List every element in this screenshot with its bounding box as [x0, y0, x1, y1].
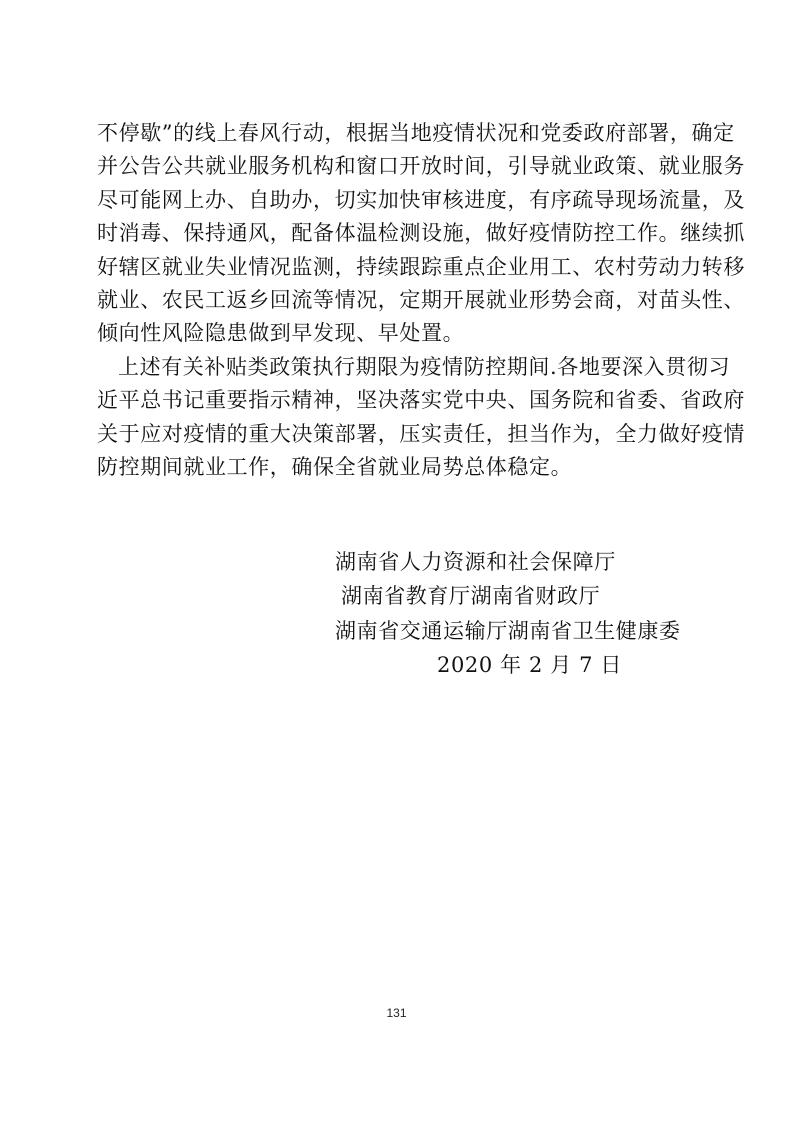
signatory-hr-department: 湖南省人力资源和社会保障厅 [335, 550, 616, 574]
paragraph-line: 不停歇”的线上春风行动，根据当地疫情状况和党委政府部署，确定 [97, 121, 735, 145]
paragraph-line: 并公告公共就业服务机构和窗口开放时间，引导就业政策、就业服务 [97, 154, 745, 178]
page-number: 131 [386, 1006, 407, 1020]
paragraph-line: 上述有关补贴类政策执行期限为疫情防控期间.各地要深入贯彻习 [118, 355, 731, 379]
paragraph-line: 尽可能网上办、自助办，切实加快审核进度，有序疏导现场流量，及 [97, 188, 745, 212]
paragraph-line: 时消毒、保持通风，配备体温检测设施，做好疫情防控工作。继续抓 [97, 221, 745, 245]
paragraph-line: 防控期间就业工作，确保全省就业局势总体稳定。 [97, 455, 573, 479]
paragraph-line: 近平总书记重要指示精神，坚决落实党中央、国务院和省委、省政府 [97, 388, 745, 412]
signature-date: 2020 年 2 月 7 日 [437, 653, 622, 677]
paragraph-line: 好辖区就业失业情况监测，持续跟踪重点企业用工、农村劳动力转移 [97, 255, 745, 279]
paragraph-line: 倾向性风险隐患做到早发现、早处置。 [97, 321, 465, 345]
signatory-transport-health: 湖南省交通运输厅湖南省卫生健康委 [335, 619, 681, 643]
paragraph-line: 关于应对疫情的重大决策部署，压实责任，担当作为，全力做好疫情 [97, 422, 745, 446]
signatory-education-finance: 湖南省教育厅湖南省财政厅 [341, 584, 601, 608]
paragraph-line: 就业、农民工返乡回流等情况，定期开展就业形势会商，对苗头性、 [97, 288, 745, 312]
